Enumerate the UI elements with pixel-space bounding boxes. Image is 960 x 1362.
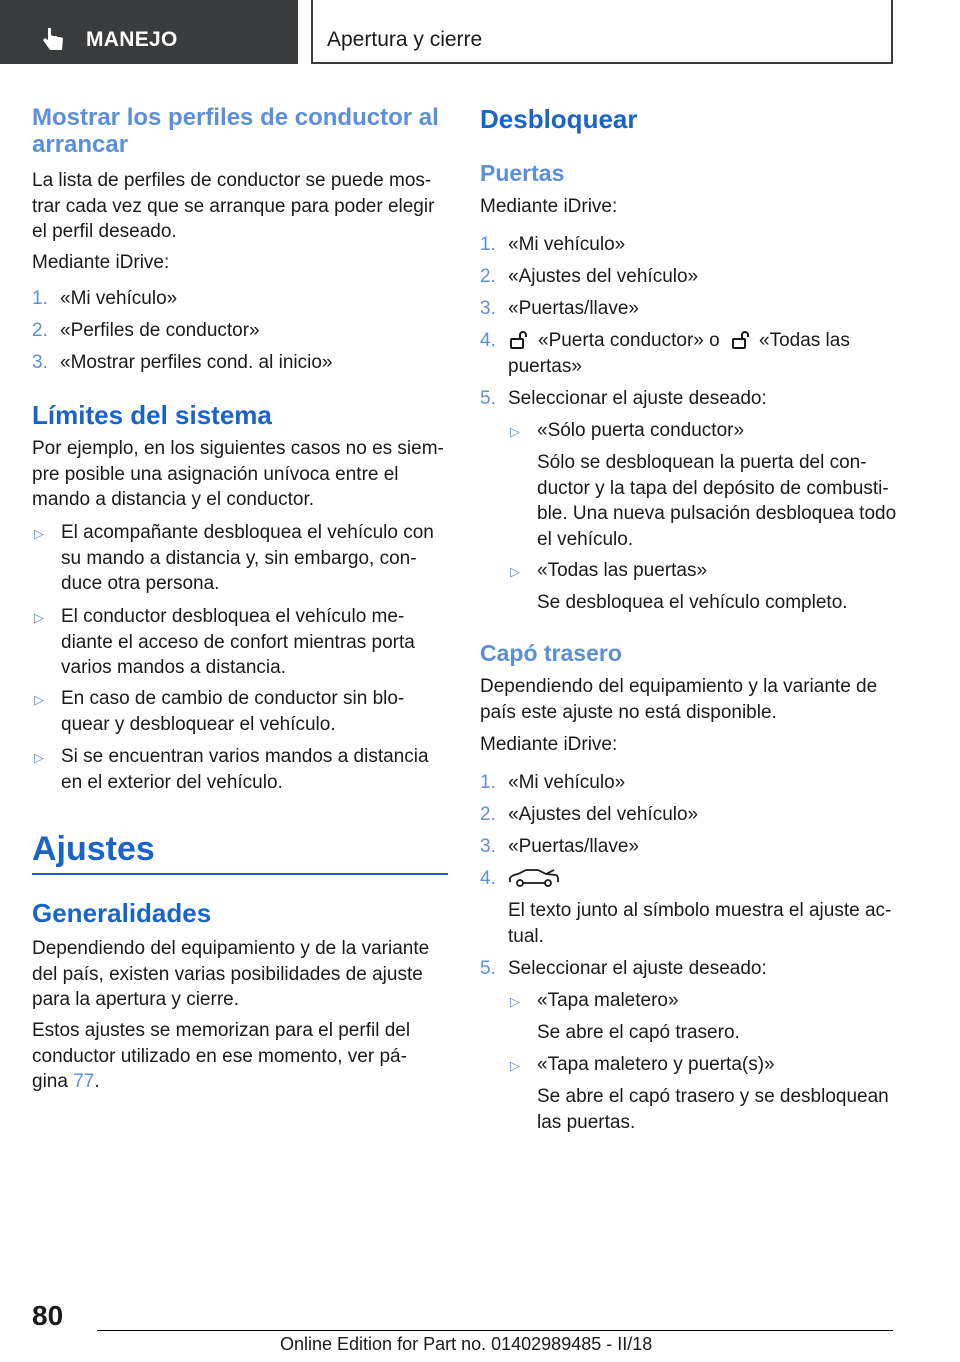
step-number: 2. [480, 804, 496, 825]
triangle-bullet-icon: ▷ [510, 564, 520, 579]
step-text: puertas» [508, 356, 582, 377]
triangle-bullet-icon: ▷ [34, 692, 44, 707]
para-general-2-end: . [94, 1071, 100, 1092]
car-trunk-icon [508, 866, 560, 888]
step-number: 2. [480, 266, 496, 287]
triangle-bullet-icon: ▷ [34, 526, 44, 541]
step-number: 4. [480, 868, 496, 889]
option-title: «Tapa maletero y puerta(s)» [537, 1054, 775, 1075]
step-text: «Puertas/llave» [508, 836, 639, 857]
triangle-bullet-icon: ▷ [510, 994, 520, 1009]
option-desc: Sólo se desbloquean la puerta del con-ductor y la tapa del depósito de combusti-ble. Una nueva pulsación desbloquea todo el vehículo. [537, 452, 897, 550]
triangle-bullet-icon: ▷ [34, 610, 44, 625]
heading-profiles: Mostrar los perfiles de conductor al arrancar [32, 104, 439, 158]
step-number: 2. [32, 320, 48, 341]
triangle-bullet-icon: ▷ [510, 1058, 520, 1073]
heading-general: Generalidades [32, 898, 212, 928]
para-profiles: La lista de perfiles de conductor se puede mos-trar cada vez que se arranque para poder elegir el perfil deseado. [32, 170, 435, 242]
step-text: Seleccionar el ajuste deseado: [508, 958, 767, 979]
step-number: 3. [32, 352, 48, 373]
bullet-text: Si se encuentran varios mandos a distancia en el exterior del vehículo. [61, 746, 429, 793]
step-text: «Mi vehículo» [508, 234, 626, 255]
option-desc: Se desbloquea el vehículo completo. [537, 592, 848, 613]
edition-footer: Online Edition for Part no. 01402989485 - II/18 [280, 1334, 653, 1354]
option-desc: Se abre el capó trasero. [537, 1022, 740, 1043]
option-title: «Tapa maletero» [537, 990, 679, 1011]
para-limits: Por ejemplo, en los siguientes casos no es siem-pre posible una asignación unívoca entre el mando a distancia y el conductor. [32, 438, 444, 510]
step-number: 3. [480, 836, 496, 857]
para-trunk: Dependiendo del equipamiento y la variante de país este ajuste no está disponible. [480, 676, 878, 723]
chapter-header [311, 0, 893, 64]
para-general-1: Dependiendo del equipamiento y de la variante del país, existen varias posibilidades de ajuste para la apertura y cierre. [32, 938, 430, 1010]
heading-trunk: Capó trasero [480, 640, 622, 666]
step-text: «Perfiles de conductor» [60, 320, 260, 341]
idrive-label: Mediante iDrive: [480, 196, 618, 217]
step-number: 1. [480, 772, 496, 793]
heading-unlock: Desbloquear [480, 104, 638, 134]
footer-divider [97, 1330, 893, 1331]
section-tab [0, 0, 298, 64]
bullet-text: En caso de cambio de conductor sin blo-quear y desbloquear el vehículo. [61, 688, 405, 735]
page-reference-link[interactable]: 77 [73, 1071, 95, 1092]
step-text: Seleccionar el ajuste deseado: [508, 388, 767, 409]
step-number: 5. [480, 958, 496, 979]
step-text: El texto junto al símbolo muestra el ajuste ac-tual. [508, 900, 892, 947]
heading-rule [32, 873, 448, 875]
heading-limits: Límites del sistema [32, 400, 272, 430]
option-desc: Se abre el capó trasero y se desbloquean las puertas. [537, 1086, 889, 1133]
idrive-label: Mediante iDrive: [32, 252, 170, 273]
step-text: «Mi vehículo» [60, 288, 178, 309]
heading-doors: Puertas [480, 160, 565, 186]
triangle-bullet-icon: ▷ [510, 424, 520, 439]
hand-icon [40, 26, 66, 52]
step-text: «Mostrar perfiles cond. al inicio» [60, 352, 333, 373]
option-title: «Sólo puerta conductor» [537, 420, 745, 441]
triangle-bullet-icon: ▷ [34, 750, 44, 765]
para-general-2 [32, 1018, 437, 1095]
step-number: 4. [480, 330, 496, 351]
chapter-title: Apertura y cierre [327, 28, 483, 51]
step-number: 5. [480, 388, 496, 409]
idrive-label: Mediante iDrive: [480, 734, 618, 755]
option-title: «Todas las puertas» [537, 560, 708, 581]
page-number: 80 [32, 1300, 64, 1331]
section-label: MANEJO [86, 28, 178, 51]
para-general-2-text: Estos ajustes se memorizan para el perfil del conductor utilizado en ese momento, ver pá-gina [32, 1020, 411, 1092]
step-text: «Puertas/llave» [508, 298, 639, 319]
unlock-icon [508, 330, 528, 350]
step-text: «Todas las [759, 330, 850, 351]
step-number: 1. [480, 234, 496, 255]
bullet-text: El acompañante desbloquea el vehículo con su mando a distancia y, sin embargo, con-duce otra persona. [61, 522, 434, 594]
bullet-text: El conductor desbloquea el vehículo me-diante el acceso de confort mientras porta varios mandos a distancia. [61, 606, 415, 678]
step-number: 1. [32, 288, 48, 309]
step-text: «Puerta conductor» o [538, 330, 720, 351]
heading-ajustes: Ajustes [32, 830, 155, 868]
step-text: «Ajustes del vehículo» [508, 804, 699, 825]
step-number: 3. [480, 298, 496, 319]
step-text: «Mi vehículo» [508, 772, 626, 793]
step-text: «Ajustes del vehículo» [508, 266, 699, 287]
unlock-all-icon [730, 330, 750, 350]
